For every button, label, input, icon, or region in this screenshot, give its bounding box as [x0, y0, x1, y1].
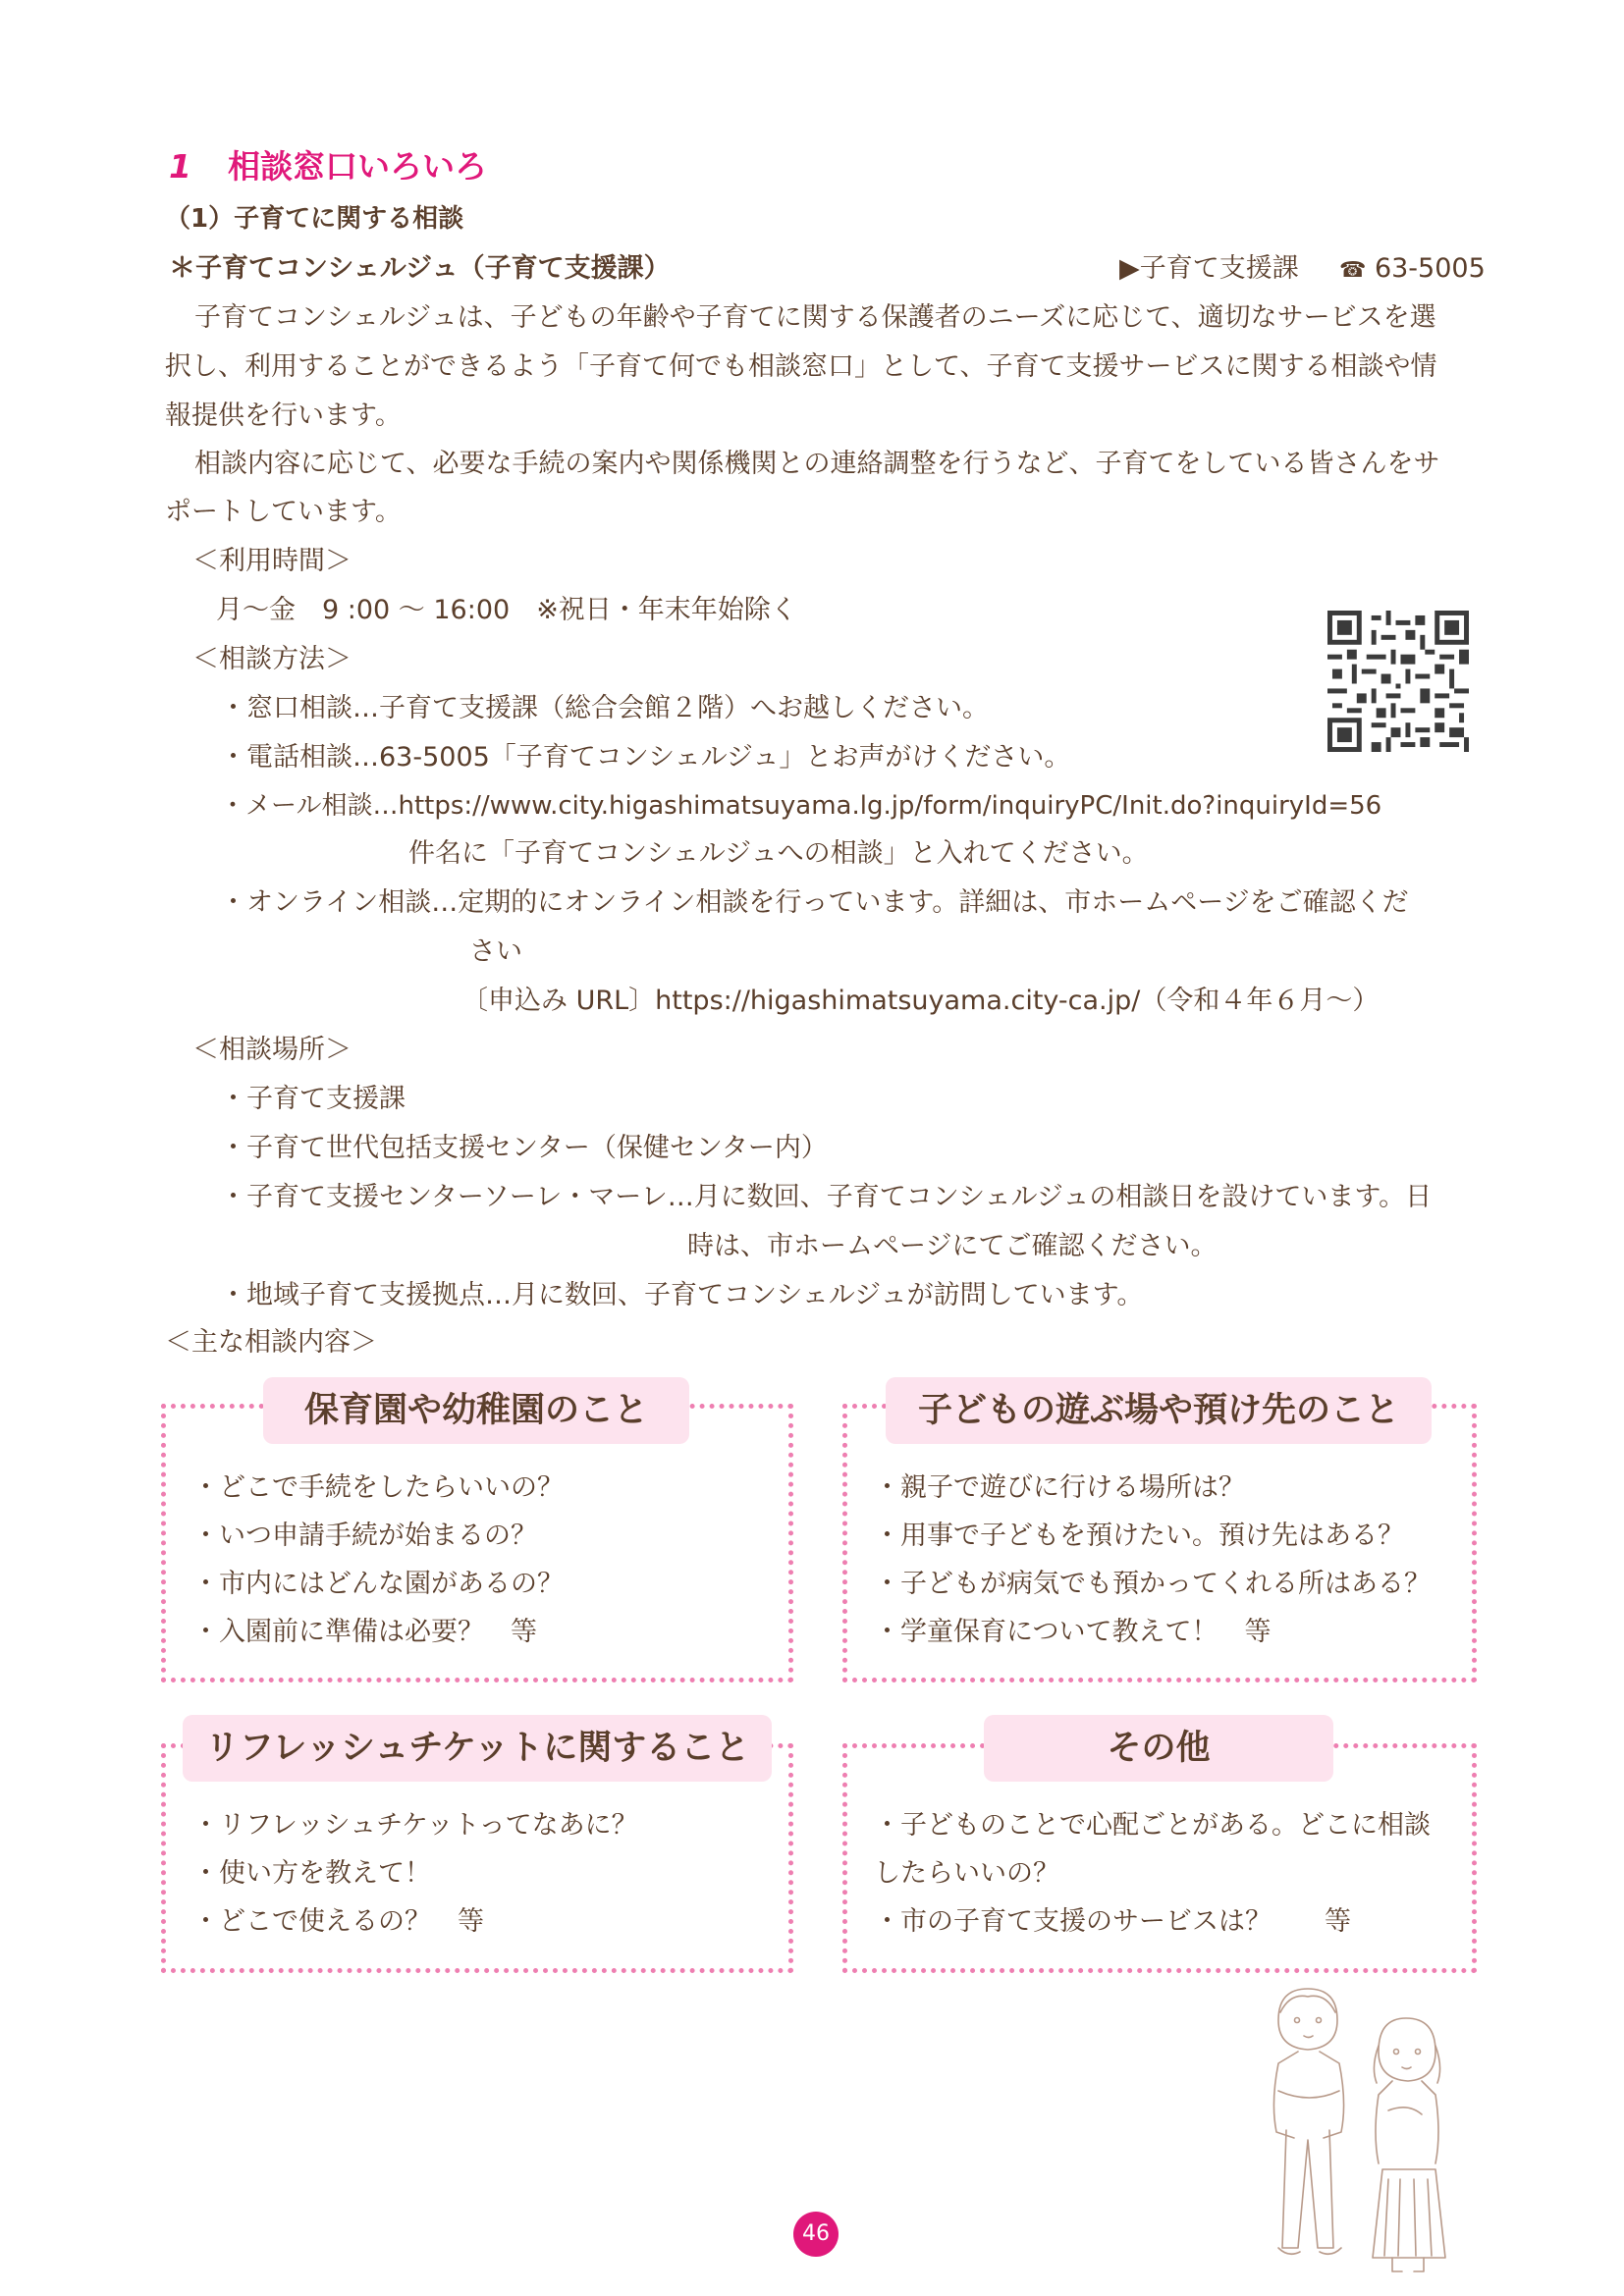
- hours-value: 月～金 9 :00 ～ 16:00 ※祝日・年末年始除く: [216, 595, 797, 625]
- nursery-item-4: ・入園前に準備は必要？ 等: [192, 1617, 537, 1647]
- intro-line-5: ポートしています。: [165, 497, 402, 527]
- intro-line-2: 択し、利用することができるよう「子育て何でも相談窓口」として、子育て支援サービスに関する相談や情: [165, 351, 1437, 382]
- box-nursery-title: 保育園や幼稚園のこと: [263, 1377, 689, 1444]
- method-online-url[interactable]: 〔申込み URL〕https://higashimatsuyama.city-ca.jp/（令和４年６月～）: [461, 986, 1380, 1016]
- contact-tel: 63-5005: [1374, 253, 1486, 284]
- subsection-heading: [165, 199, 463, 239]
- contact-info: [1119, 249, 1486, 291]
- nursery-item-2: ・いつ申請手続が始まるの？: [192, 1521, 537, 1551]
- intro-line-4: 相談内容に応じて、必要な手続の案内や関係機関との連絡調整を行うなど、子育てをしている皆さんをサ: [194, 449, 1440, 479]
- contact-dept: ▶子育て支援課: [1119, 253, 1299, 284]
- qr-code: [1327, 611, 1469, 752]
- concierge-heading: ＊子育てコンシェルジュ（子育て支援課）: [169, 253, 671, 284]
- page-number: 46: [793, 2212, 839, 2257]
- intro-line-1: 子育てコンシェルジュは、子どもの年齢や子育てに関する保護者のニーズに応じて、適切なサービスを選: [194, 302, 1436, 333]
- method-online-cont: さい: [469, 936, 522, 967]
- refresh-item-2: ・使い方を教えて！: [192, 1858, 431, 1889]
- intro-line-3: 報提供を行います。: [165, 400, 402, 431]
- method-mail-note: 件名に「子育てコンシェルジュへの相談」と入れてください。: [408, 838, 1149, 869]
- places-label: ＜相談場所＞: [192, 1035, 352, 1065]
- play-item-2: ・用事で子どもを預けたい。預け先はある？: [874, 1521, 1404, 1551]
- section-title: 相談窓口いろいろ: [227, 147, 487, 186]
- place-2: ・子育て世代包括支援センター（保健センター内）: [220, 1133, 828, 1163]
- method-window: ・窓口相談…子育て支援課（総合会館２階）へお越しください。: [220, 693, 989, 723]
- box-refresh-title: リフレッシュチケットに関すること: [183, 1715, 772, 1782]
- method-online: ・オンライン相談…定期的にオンライン相談を行っています。詳細は、市ホームページをご確認くだ: [220, 887, 1409, 918]
- play-item-3: ・子どもが病気でも預かってくれる所はある？: [874, 1569, 1431, 1599]
- subsection-title: 子育てに関する相談: [234, 204, 464, 234]
- section-number: 1: [169, 147, 191, 186]
- place-3: ・子育て支援センターソーレ・マーレ…月に数回、子育てコンシェルジュの相談日を設けています。日: [220, 1182, 1433, 1212]
- box-play-title: 子どもの遊ぶ場や預け先のこと: [886, 1377, 1432, 1444]
- box-other-title: その他: [984, 1715, 1333, 1782]
- nursery-item-1: ・どこで手続をしたらいいの？: [192, 1472, 564, 1503]
- children-illustration: [1241, 1983, 1467, 2287]
- method-phone: ・電話相談…63-5005「子育てコンシェルジュ」とお声がけください。: [220, 742, 1071, 773]
- main-contents-label: ＜主な相談内容＞: [165, 1327, 377, 1358]
- hours-label: ＜利用時間＞: [192, 546, 352, 576]
- section-heading: [169, 147, 487, 187]
- place-4: ・地域子育て支援拠点…月に数回、子育てコンシェルジュが訪問しています。: [220, 1280, 1144, 1310]
- other-item-2: したらいいの？: [874, 1858, 1059, 1889]
- refresh-item-1: ・リフレッシュチケットってなあに？: [192, 1810, 638, 1841]
- play-item-4: ・学童保育について教えて！ 等: [874, 1617, 1272, 1647]
- phone-icon: ☎: [1338, 258, 1367, 283]
- other-item-1: ・子どものことで心配ごとがある。どこに相談: [874, 1810, 1431, 1841]
- play-item-1: ・親子で遊びに行ける場所は？: [874, 1472, 1245, 1503]
- subsection-number: （1）: [165, 204, 235, 234]
- method-mail[interactable]: ・メール相談…https://www.city.higashimatsuyama.lg.jp/form/inquiryPC/Init.do?inquiryId=56: [220, 791, 1382, 821]
- refresh-item-3: ・どこで使えるの？ 等: [192, 1906, 484, 1937]
- other-item-3: ・市の子育て支援のサービスは？ 等: [874, 1906, 1351, 1937]
- methods-label: ＜相談方法＞: [192, 644, 352, 674]
- place-3-cont: 時は、市ホームページにてご確認ください。: [687, 1231, 1218, 1261]
- place-1: ・子育て支援課: [220, 1084, 406, 1114]
- nursery-item-3: ・市内にはどんな園があるの？: [192, 1569, 564, 1599]
